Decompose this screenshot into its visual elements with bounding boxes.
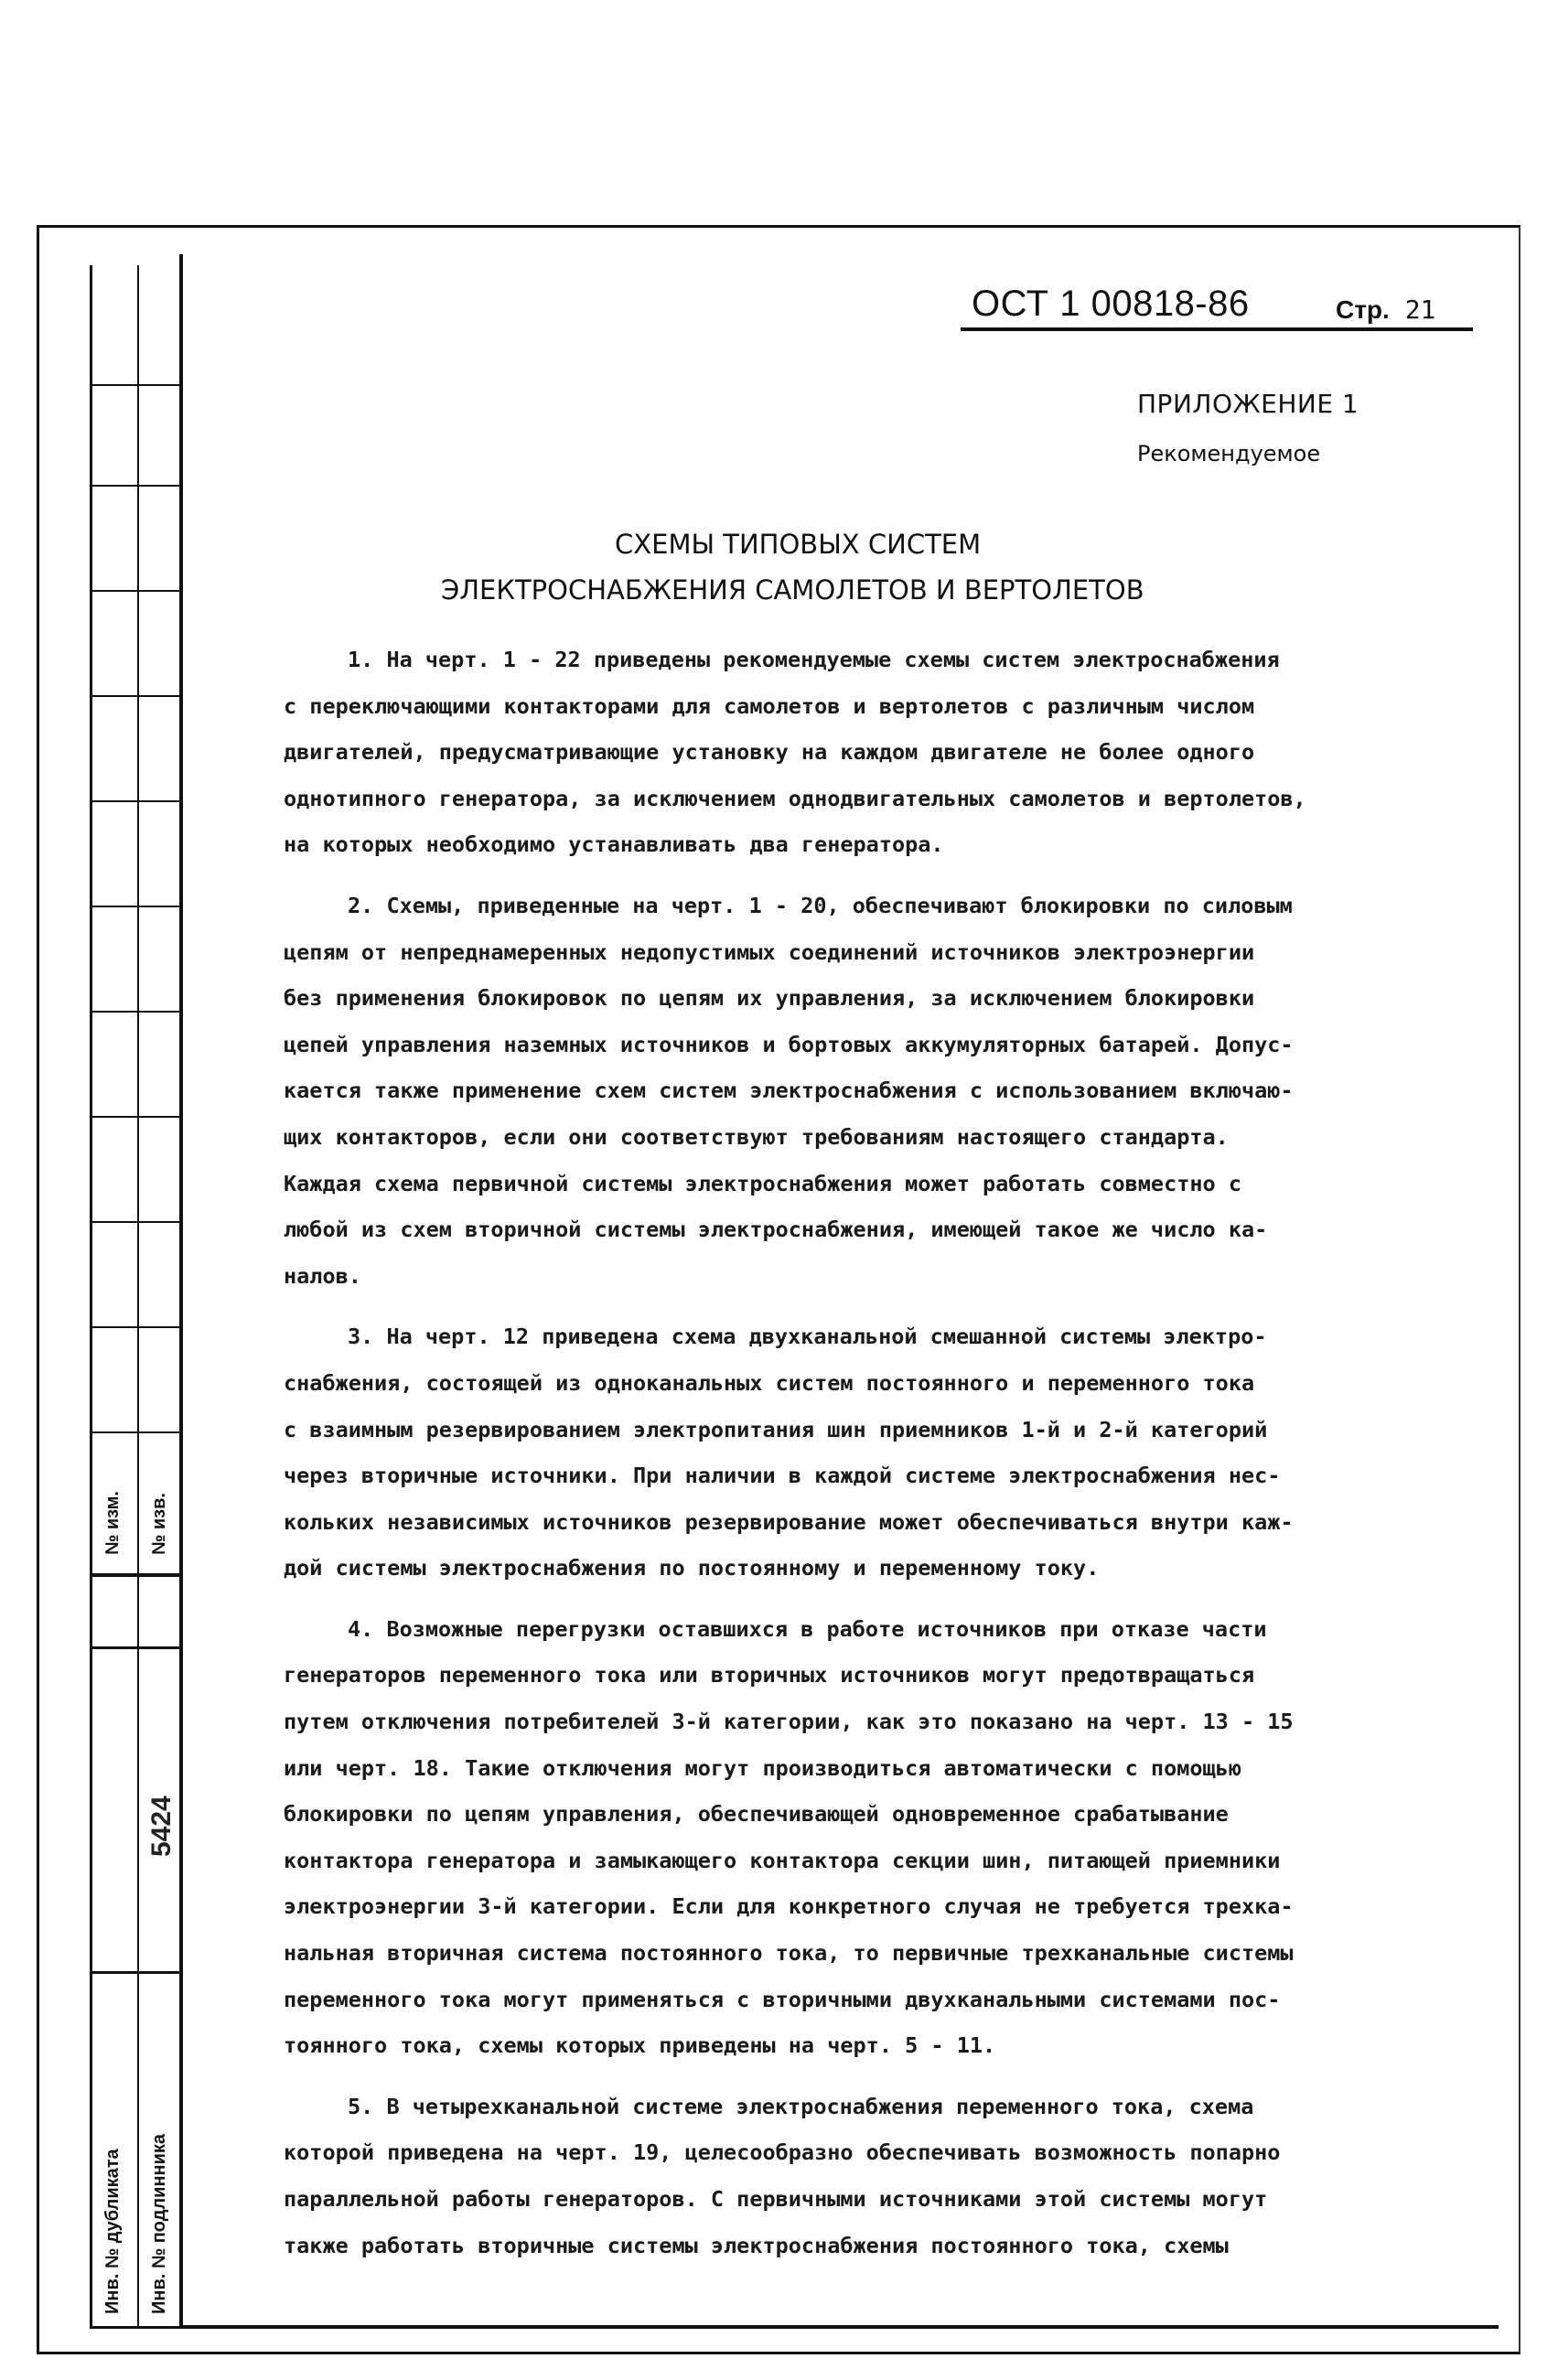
- paragraph-line: которой приведена на черт. 19, целесообразно обеспечивать возможность попарно: [284, 2139, 1281, 2166]
- stamp-cell-line: [90, 906, 179, 907]
- paragraph-line: с взаимным резервированием электропитания шин приемников 1-й и 2-й категорий: [284, 1416, 1268, 1442]
- appendix-title: ПРИЛОЖЕНИЕ 1: [1137, 389, 1359, 419]
- stamp-inv-podl-label: Инв. № подлинника: [149, 2133, 169, 2314]
- stamp-cell-line: [90, 1431, 179, 1433]
- doc-code: ОСТ 1 00818-86: [972, 284, 1250, 324]
- stamp-cell-line: [90, 1326, 179, 1328]
- stamp-cell-line: [90, 1971, 179, 1974]
- stamp-inv-dubl-label: Инв. № дубликата: [102, 2149, 123, 2314]
- page-number-block: [1336, 295, 1435, 325]
- stamp-cell-line: [90, 1646, 179, 1649]
- paragraph-line: цепей управления наземных источников и бортовых аккумуляторных батарей. Допус-: [284, 1031, 1294, 1057]
- paragraph-line: однотипного генератора, за исключением однодвигательных самолетов и вертолетов,: [284, 785, 1306, 811]
- paragraph-line: с переключающими контакторами для самолетов и вертолетов с различным числом: [284, 692, 1255, 719]
- paragraph-2: [284, 883, 1427, 1299]
- paragraph-1: [284, 637, 1427, 868]
- appendix-status: Рекомендуемое: [1137, 441, 1321, 466]
- paragraph-line: нальная вторичная система постоянного тока, то первичные трехканальные системы: [284, 1940, 1294, 1967]
- page-label: Стр.: [1336, 295, 1390, 324]
- paragraph-line: щих контакторов, если они соответствуют требованиям настоящего стандарта.: [284, 1123, 1229, 1150]
- stamp-column: [90, 265, 179, 2329]
- paragraph-line: контактора генератора и замыкающего контактора секции шин, питающей приемники: [284, 1847, 1281, 1873]
- header-rule: [961, 327, 1473, 331]
- stamp-cell-line: [90, 485, 179, 487]
- stamp-column-divider: [137, 265, 139, 2329]
- paragraph-line: любой из схем вторичной системы электроснабжения, имеющей такое же число ка-: [284, 1217, 1268, 1243]
- paragraph-line: без применения блокировок по цепям их управления, за исключением блокировки: [284, 985, 1255, 1012]
- paragraph-line: снабжения, состоящей из одноканальных систем постоянного и переменного тока: [284, 1369, 1255, 1396]
- paragraph-line: переменного тока могут применяться с вторичными двухканальными системами пос-: [284, 1986, 1281, 2012]
- paragraph-line: налов.: [284, 1262, 361, 1289]
- paragraph-line: генераторов переменного тока или вторичных источников могут предотвращаться: [284, 1662, 1255, 1689]
- stamp-inv-podl-value: 5424: [146, 1796, 177, 1857]
- paragraph-line: блокировки по цепям управления, обеспечивающей одновременное срабатывание: [284, 1801, 1229, 1828]
- paragraph-3: [284, 1313, 1427, 1592]
- page-number: 21: [1404, 295, 1436, 325]
- section-title-line2: ЭЛЕКТРОСНАБЖЕНИЯ САМОЛЕТОВ И ВЕРТОЛЕТОВ: [441, 574, 1144, 606]
- paragraph-line: параллельной работы генераторов. С первичными источниками этой системы могут: [284, 2186, 1268, 2212]
- paragraph-line: путем отключения потребителей 3-й категории, как это показано на черт. 13 - 15: [284, 1709, 1294, 1735]
- paragraph-line: электроэнергии 3-й категории. Если для конкретного случая не требуется трехка-: [284, 1893, 1294, 1920]
- paragraph-line: также работать вторичные системы электроснабжения постоянного тока, схемы: [284, 2232, 1229, 2258]
- paragraph-line: кается также применение схем систем электроснабжения с использованием включаю-: [284, 1077, 1294, 1104]
- stamp-cell-line: [90, 590, 179, 592]
- paragraph-line: 5. В четырехканальной системе электроснабжения переменного тока, схема: [348, 2093, 1254, 2119]
- paragraph-line: тоянного тока, схемы которых приведены на черт. 5 - 11.: [284, 2032, 996, 2059]
- stamp-cell-line: [90, 384, 179, 386]
- paragraph-5: [284, 2084, 1427, 2268]
- paragraph-line: 2. Схемы, приведенные на черт. 1 - 20, обеспечивают блокировки по силовым: [348, 892, 1293, 918]
- stamp-cell-line: [90, 1573, 179, 1577]
- paragraph-line: Каждая схема первичной системы электроснабжения может работать совместно с: [284, 1170, 1241, 1196]
- paragraph-line: через вторичные источники. При наличии в каждой системе электроснабжения нес-: [284, 1463, 1281, 1489]
- paragraph-line: 3. На черт. 12 приведена схема двухканальной смешанной системы электро-: [348, 1324, 1267, 1350]
- paragraph-line: 4. Возможные перегрузки оставшихся в работе источников при отказе части: [348, 1615, 1267, 1642]
- paragraph-line: на которых необходимо устанавливать два генератора.: [284, 831, 944, 858]
- body-text: [284, 637, 1427, 2283]
- stamp-izm-label: № изм.: [102, 1491, 123, 1555]
- paragraph-line: 1. На черт. 1 - 22 приведены рекомендуемые схемы систем электроснабжения: [348, 647, 1280, 672]
- stamp-cell-line: [90, 1116, 179, 1118]
- paragraph-line: цепям от непреднамеренных недопустимых соединений источников электроэнергии: [284, 938, 1255, 965]
- stamp-cell-line: [90, 695, 179, 697]
- stamp-cell-line: [90, 1011, 179, 1013]
- paragraph-line: или черт. 18. Такие отключения могут производиться автоматически с помощью: [284, 1754, 1241, 1781]
- section-title-line1: СХЕМЫ ТИПОВЫХ СИСТЕМ: [615, 529, 982, 560]
- paragraph-line: кольких независимых источников резервирование может обеспечиваться внутри каж-: [284, 1508, 1294, 1535]
- paragraph-line: дой системы электроснабжения по постоянному и переменному току.: [284, 1555, 1100, 1581]
- paragraph-4: [284, 1606, 1427, 2069]
- stamp-cell-line: [90, 800, 179, 802]
- stamp-cell-line: [90, 1221, 179, 1223]
- stamp-izv-label: № изв.: [149, 1493, 169, 1555]
- paragraph-line: двигателей, предусматривающие установку на каждом двигателе не более одного: [284, 739, 1255, 766]
